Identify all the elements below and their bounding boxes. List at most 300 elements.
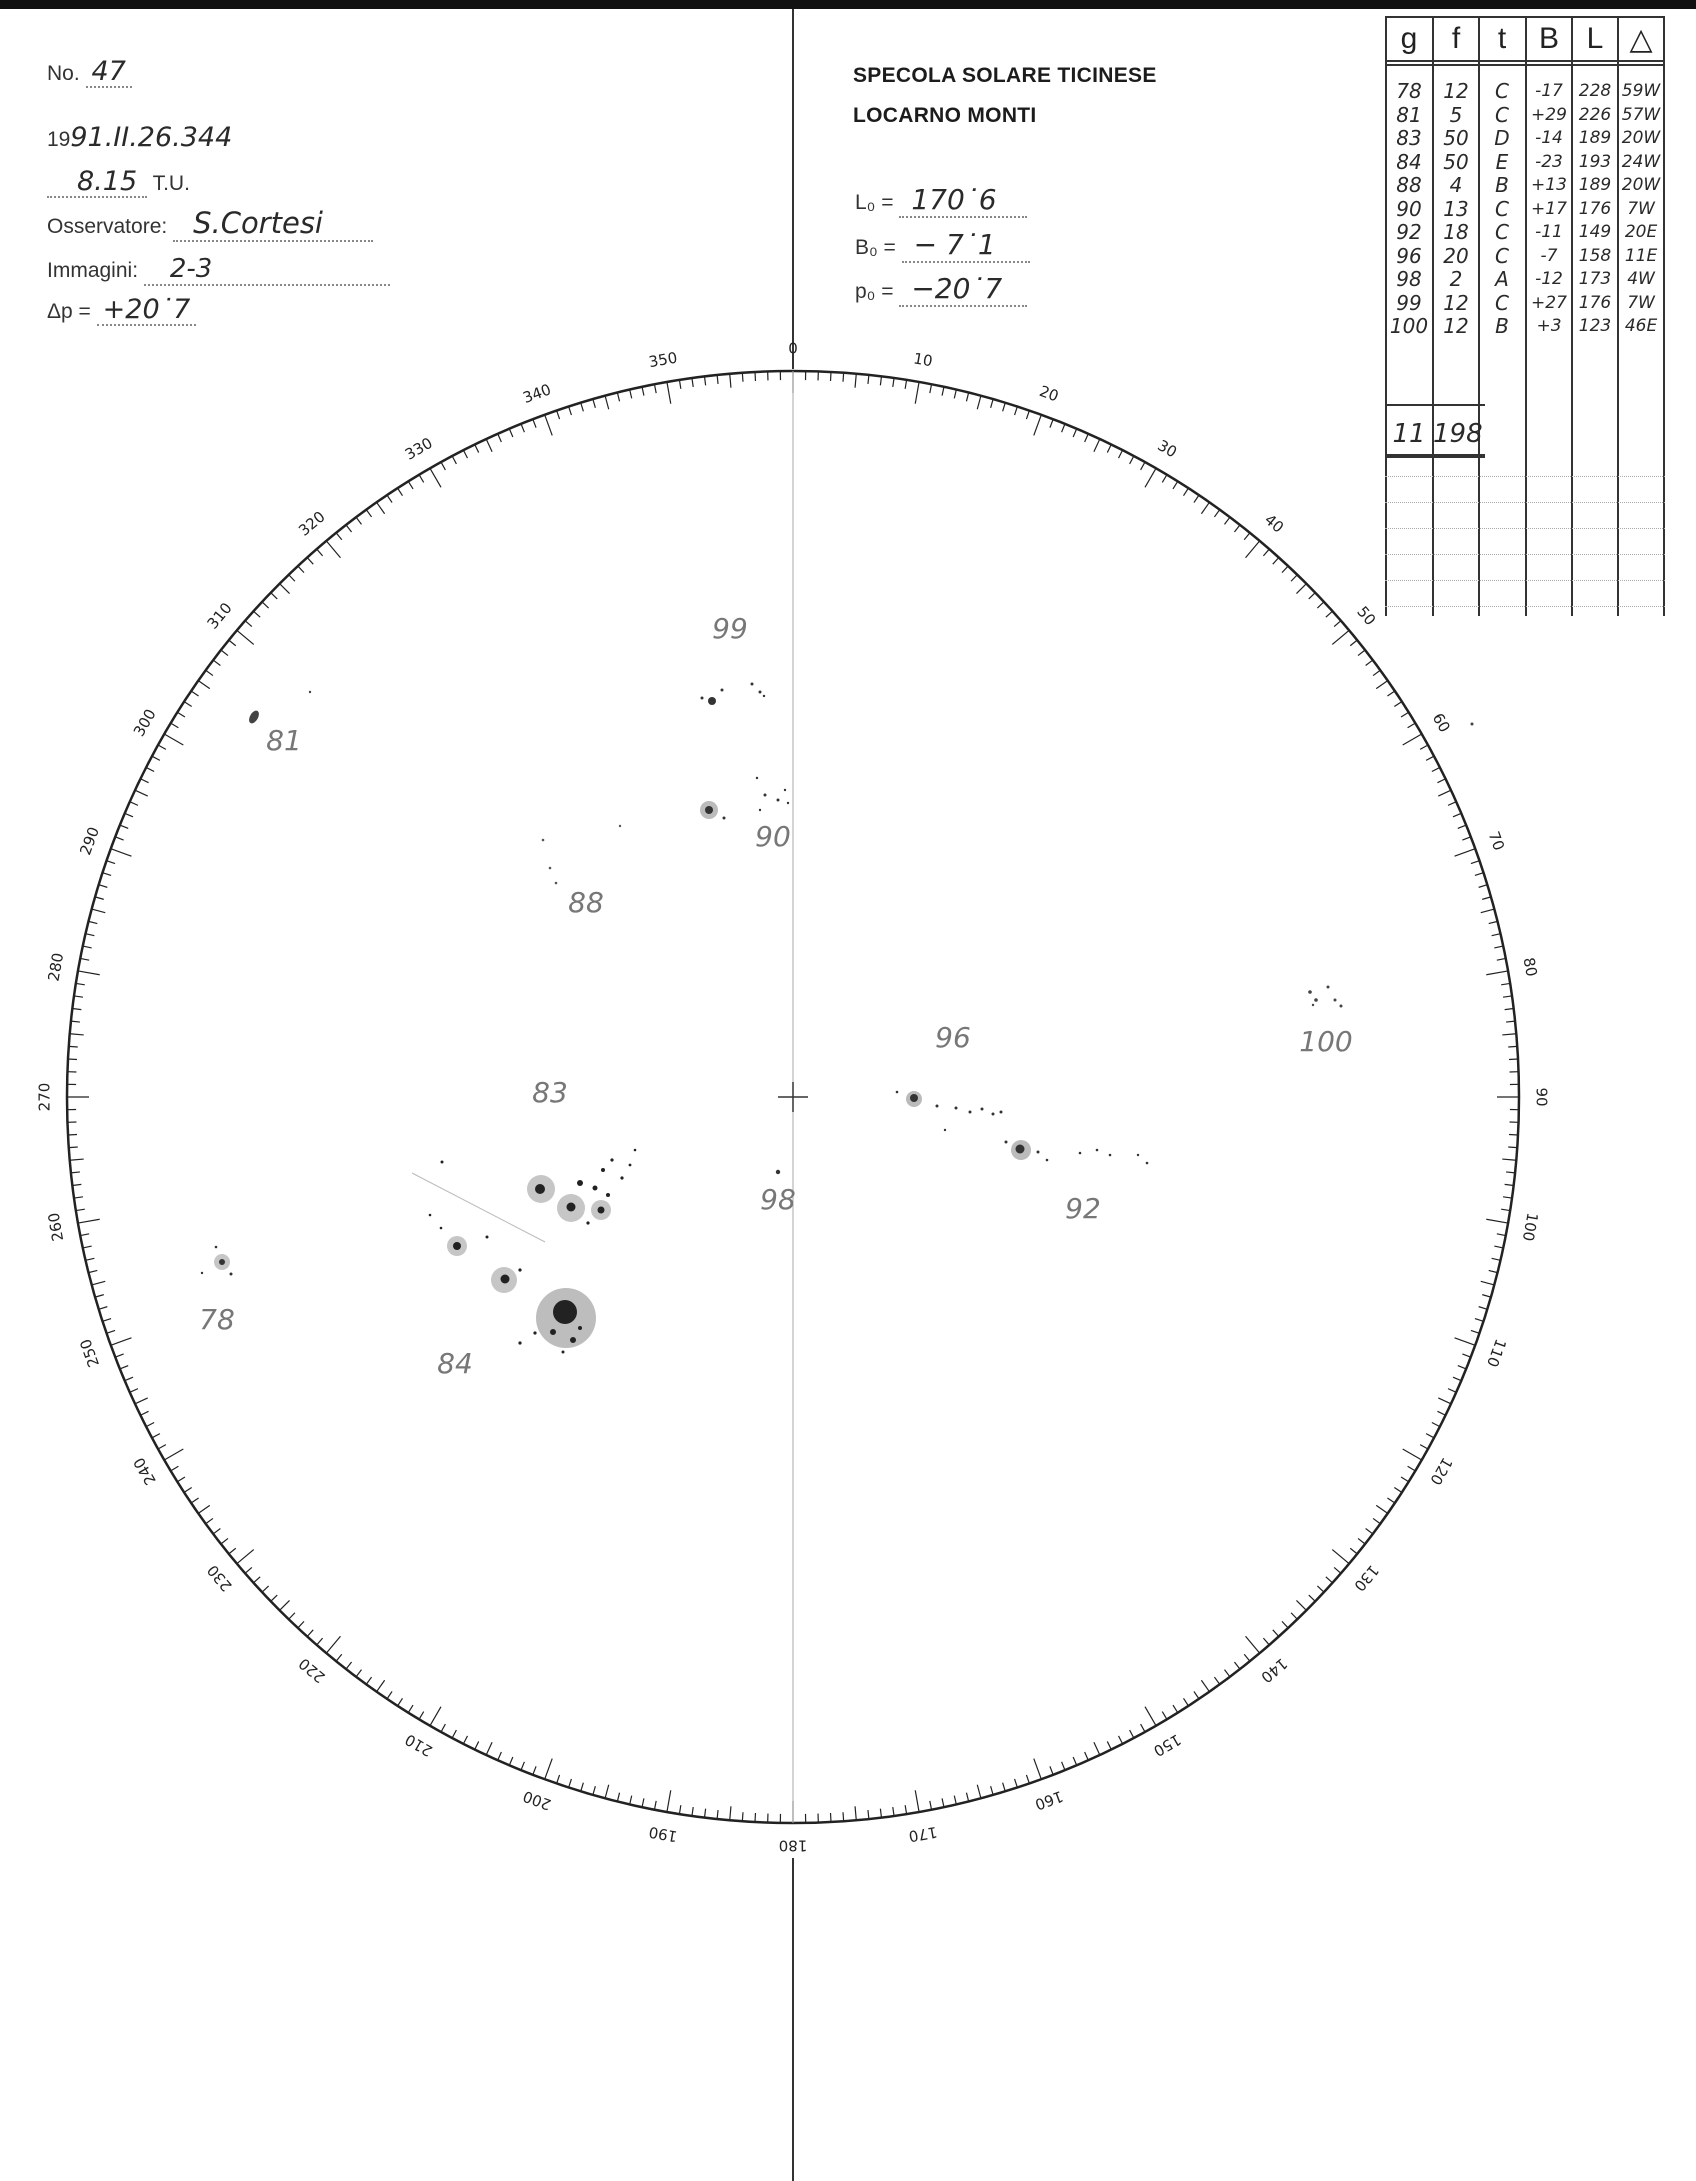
scale-tick — [441, 1724, 445, 1732]
number-label: No. — [47, 62, 80, 85]
scale-label: 280 — [44, 951, 68, 983]
table-cell: 12 — [1443, 291, 1469, 315]
scale-tick — [463, 450, 467, 458]
date-value: 91.II.26.344 — [70, 122, 233, 153]
total-spots: 198 — [1433, 419, 1483, 449]
scale-tick — [326, 1636, 340, 1653]
scale-tick — [71, 1021, 80, 1022]
scale-tick — [1334, 621, 1341, 627]
scale-label: 260 — [44, 1211, 68, 1243]
scale-tick — [1506, 1172, 1515, 1173]
scale-tick — [1094, 1742, 1100, 1755]
scale-tick — [654, 384, 656, 393]
group-label: 83 — [532, 1076, 568, 1109]
scale-tick — [486, 1742, 492, 1755]
table-cell: -11 — [1535, 222, 1563, 242]
scale-tick — [1508, 1147, 1517, 1148]
scale-tick — [742, 1812, 743, 1821]
scale-tick — [99, 1307, 108, 1310]
scale-tick — [115, 1354, 123, 1357]
observer-value: S.Cortesi — [173, 206, 373, 242]
spot — [776, 1170, 780, 1174]
scale-tick — [1486, 971, 1508, 975]
scale-label: 310 — [203, 599, 236, 633]
scale-tick — [1003, 403, 1006, 412]
scale-tick — [1358, 1538, 1365, 1544]
scale-tick — [705, 376, 706, 385]
spot — [518, 1341, 521, 1344]
scale-tick — [1073, 429, 1077, 437]
scale-tick — [1458, 825, 1466, 828]
scale-tick — [893, 378, 894, 387]
spot — [586, 1221, 589, 1224]
table-cell: A — [1495, 268, 1509, 291]
scale-tick — [1234, 525, 1240, 532]
table-cell: C — [1495, 197, 1509, 221]
spot — [533, 1331, 536, 1334]
scale-label: 190 — [647, 1822, 679, 1846]
scale-tick — [617, 393, 619, 402]
scale-tick — [1408, 723, 1416, 728]
scale-tick — [905, 1805, 906, 1814]
scale-tick — [1503, 1197, 1512, 1198]
scale-tick — [262, 602, 269, 608]
scale-tick — [452, 456, 456, 464]
scale-tick — [356, 517, 361, 524]
scale-tick — [317, 549, 323, 556]
scale-tick — [1107, 1741, 1111, 1749]
scale-label: 340 — [520, 380, 554, 407]
scale-tick — [146, 1423, 154, 1427]
scale-tick — [569, 407, 572, 416]
scale-tick — [475, 1741, 479, 1749]
table-cell: 99 — [1396, 291, 1422, 315]
table-row — [1385, 268, 1665, 291]
scale-tick — [463, 1736, 467, 1744]
spot — [705, 806, 713, 814]
scale-tick — [221, 1538, 228, 1544]
table-header: f — [1451, 22, 1461, 55]
scale-tick — [1073, 1757, 1077, 1765]
scale-tick — [92, 909, 106, 913]
table-cell: -23 — [1535, 151, 1563, 172]
scale-tick — [430, 468, 441, 487]
scale-tick — [1448, 1389, 1456, 1393]
scale-tick — [213, 660, 220, 665]
scale-tick — [253, 1577, 260, 1583]
spot — [230, 1273, 233, 1276]
scale-tick — [125, 813, 133, 817]
scale-tick — [1387, 691, 1394, 696]
scale-tick — [1119, 450, 1123, 458]
scale-tick — [1426, 756, 1434, 760]
scale-tick — [1263, 549, 1269, 556]
scale-label: 250 — [76, 1336, 103, 1370]
scale-tick — [1050, 419, 1053, 427]
scale-tick — [1394, 702, 1402, 707]
scale-tick — [69, 1147, 78, 1148]
table-row — [1385, 127, 1665, 150]
table-cell: 12 — [1443, 80, 1469, 103]
scale-tick — [377, 1680, 385, 1691]
table-row — [1385, 151, 1665, 174]
scale-tick — [1326, 611, 1333, 617]
table-cell: 78 — [1396, 80, 1422, 103]
spot — [910, 1094, 918, 1102]
scale-label: 70 — [1484, 828, 1509, 854]
scale-tick — [398, 488, 403, 496]
table-row — [1385, 315, 1665, 338]
table-header: g — [1400, 22, 1418, 55]
scale-label: 240 — [129, 1454, 160, 1489]
scale-tick — [408, 1705, 413, 1713]
scale-tick — [642, 1798, 644, 1807]
scale-tick — [262, 1586, 269, 1592]
scale-label: 160 — [1032, 1787, 1066, 1814]
scale-tick — [120, 1366, 128, 1369]
spot — [1096, 1149, 1099, 1152]
scale-tick — [1432, 767, 1440, 771]
empty-row-line — [1385, 502, 1665, 503]
table-cell: 96 — [1396, 244, 1422, 268]
spot — [777, 799, 780, 802]
table-cell: 11E — [1624, 245, 1658, 266]
scale-tick — [107, 861, 116, 864]
scale-tick — [1225, 517, 1230, 524]
scale-tick — [1034, 415, 1042, 436]
scale-tick — [1034, 1759, 1042, 1780]
scale-tick — [1003, 1783, 1006, 1792]
scale-tick — [245, 621, 252, 627]
scale-tick — [1387, 1498, 1394, 1503]
spot — [567, 1203, 576, 1212]
table-cell: +29 — [1531, 104, 1567, 125]
table-cell: 18 — [1443, 221, 1469, 244]
scale-tick — [581, 403, 584, 412]
scale-tick — [1273, 1630, 1279, 1637]
spot — [501, 1275, 510, 1284]
scale-tick — [1403, 1449, 1422, 1460]
spot — [944, 1129, 946, 1131]
scale-tick — [966, 393, 968, 402]
scale-tick — [1145, 1707, 1156, 1726]
scale-tick — [237, 1550, 254, 1564]
scale-tick — [630, 1796, 632, 1805]
scale-tick — [692, 1807, 693, 1816]
scale-tick — [120, 825, 128, 828]
scale-tick — [387, 1691, 392, 1698]
scale-tick — [76, 983, 85, 984]
scale-label: 10 — [912, 349, 934, 371]
scale-tick — [184, 702, 192, 707]
faint-line — [412, 1173, 545, 1242]
scale-tick — [605, 1785, 609, 1799]
sunspot-group-99 — [701, 683, 766, 706]
scale-tick — [1453, 1377, 1461, 1381]
scale-tick — [855, 1806, 856, 1820]
scale-tick — [221, 650, 228, 656]
sunspot-group-98 — [776, 1170, 780, 1174]
scale-tick — [930, 384, 932, 393]
table-cell: 7W — [1627, 198, 1655, 219]
scale-tick — [1350, 1548, 1357, 1554]
scale-label: 320 — [295, 507, 329, 540]
spot — [756, 777, 758, 779]
scale-label: 210 — [401, 1730, 436, 1761]
spot — [518, 1268, 521, 1271]
sunspot-group-90 — [700, 777, 789, 820]
scale-tick — [229, 640, 236, 646]
observatory-name: SPECOLA SOLARE TICINESE — [853, 64, 1157, 87]
spot — [787, 802, 789, 804]
scale-tick — [557, 411, 560, 420]
scale-tick — [1508, 1046, 1517, 1047]
scale-tick — [1437, 1411, 1445, 1415]
scale-tick — [1085, 1752, 1089, 1760]
scale-tick — [855, 374, 856, 388]
scale-tick — [1501, 1209, 1510, 1210]
scale-tick — [521, 424, 524, 432]
table-cell: 20W — [1621, 128, 1661, 148]
scale-tick — [545, 415, 553, 436]
delta-p-value: +20˙7 — [97, 296, 197, 326]
scale-tick — [111, 849, 132, 857]
spot — [936, 1105, 939, 1108]
spot — [549, 867, 552, 870]
table-cell: 4 — [1449, 174, 1463, 197]
scale-label: 230 — [203, 1561, 236, 1595]
scale-tick — [289, 575, 295, 581]
table-cell: +17 — [1531, 198, 1567, 219]
scale-tick — [1317, 1586, 1324, 1592]
scale-tick — [1130, 456, 1134, 464]
scale-tick — [89, 921, 98, 923]
scale-tick — [171, 1466, 179, 1471]
scale-tick — [475, 444, 479, 452]
scale-tick — [954, 390, 956, 399]
scale-label: 0 — [788, 339, 798, 358]
scale-tick — [1309, 1595, 1315, 1601]
scale-tick — [229, 1548, 236, 1554]
spot — [981, 1108, 984, 1111]
scale-tick — [1492, 1258, 1501, 1260]
spot — [453, 1242, 461, 1250]
scale-tick — [336, 533, 342, 540]
scale-tick — [1486, 1219, 1508, 1223]
delta-p-label: Δp = — [47, 300, 91, 323]
group-label: 84 — [437, 1347, 473, 1380]
table-row — [1385, 292, 1665, 315]
scale-tick — [177, 712, 185, 717]
spot — [629, 1164, 632, 1167]
scale-tick — [1184, 488, 1189, 496]
scale-tick — [1455, 849, 1476, 857]
sunspot-group-100 — [1308, 986, 1342, 1008]
scale-tick — [1506, 1021, 1515, 1022]
table-cell: C — [1495, 244, 1509, 268]
table-cell: E — [1495, 150, 1509, 174]
scale-tick — [140, 779, 148, 783]
scale-tick — [1225, 1670, 1230, 1677]
table-cell: 158 — [1578, 245, 1612, 266]
scale-tick — [164, 1449, 183, 1460]
scale-tick — [1244, 1654, 1250, 1661]
scale-tick — [1350, 640, 1357, 646]
table-cell: 176 — [1578, 292, 1612, 313]
table-cell: 20 — [1443, 244, 1469, 268]
scale-tick — [843, 1812, 844, 1821]
scale-tick — [1214, 510, 1219, 517]
scale-tick — [1085, 434, 1089, 442]
table-header: B — [1538, 22, 1559, 55]
scale-tick — [1282, 566, 1288, 573]
scale-tick — [486, 439, 492, 452]
scale-tick — [70, 1159, 84, 1160]
scale-tick — [80, 1234, 89, 1236]
group-label: 92 — [1065, 1192, 1101, 1225]
scale-tick — [593, 1786, 595, 1795]
sunspot-group-92 — [1005, 1140, 1149, 1164]
stray-dot — [1471, 723, 1474, 726]
scale-tick — [1141, 462, 1145, 470]
scale-tick — [107, 1330, 116, 1333]
scale-tick — [905, 380, 906, 389]
scale-tick — [1482, 897, 1491, 899]
time-unit: T.U. — [152, 172, 190, 195]
scale-tick — [1201, 1680, 1209, 1691]
scale-tick — [1403, 734, 1422, 745]
spot — [610, 1158, 613, 1161]
scale-tick — [198, 681, 209, 689]
table-cell: C — [1495, 291, 1509, 315]
scale-tick — [346, 1662, 352, 1669]
scale-tick — [103, 1319, 112, 1322]
scale-tick — [336, 1654, 342, 1661]
scale-tick — [366, 1677, 371, 1684]
b0-value: − 7˙1 — [902, 228, 1030, 263]
spot — [601, 1168, 605, 1172]
scale-tick — [356, 1670, 361, 1677]
scale-tick — [1194, 1691, 1199, 1698]
scale-tick — [742, 373, 743, 382]
scale-tick — [191, 691, 198, 696]
scale-tick — [1317, 602, 1324, 608]
scale-tick — [237, 630, 254, 644]
empty-row-line — [1385, 606, 1665, 607]
scale-tick — [1401, 712, 1409, 717]
scale-tick — [1420, 1445, 1428, 1449]
scale-tick — [1494, 946, 1503, 948]
scale-tick — [1234, 1662, 1240, 1669]
scale-label: 220 — [295, 1654, 329, 1687]
spot — [550, 1329, 556, 1335]
scale-tick — [1214, 1677, 1219, 1684]
scale-tick — [569, 1779, 572, 1788]
spot — [1146, 1162, 1149, 1165]
table-header: △ — [1629, 23, 1653, 56]
scale-label: 270 — [35, 1082, 54, 1112]
scale-tick — [991, 1786, 993, 1795]
scale-tick — [1062, 1762, 1065, 1770]
time-value: 8.15 — [47, 168, 147, 198]
spot — [620, 1176, 623, 1179]
table-cell: 5 — [1449, 103, 1463, 127]
scale-tick — [1062, 424, 1065, 432]
scale-tick — [1162, 1712, 1167, 1720]
scale-tick — [1394, 1488, 1402, 1493]
table-cell: +13 — [1531, 175, 1567, 195]
scale-tick — [1481, 909, 1495, 913]
scale-tick — [89, 1270, 98, 1272]
scale-label: 110 — [1483, 1336, 1510, 1370]
table-cell: 92 — [1396, 221, 1422, 244]
scale-tick — [843, 373, 844, 382]
scale-tick — [893, 1807, 894, 1816]
scale-tick — [1291, 1613, 1297, 1619]
scale-tick — [83, 946, 92, 948]
scale-tick — [213, 1529, 220, 1534]
scale-tick — [86, 934, 95, 936]
scale-tick — [152, 1434, 160, 1438]
scale-tick — [1489, 1270, 1498, 1272]
scale-tick — [1448, 802, 1456, 806]
empty-row-line — [1385, 554, 1665, 555]
table-cell: 24W — [1621, 151, 1661, 172]
scale-label: 90 — [1532, 1087, 1551, 1107]
scale-tick — [1438, 1398, 1451, 1404]
number-value: 47 — [86, 58, 132, 88]
scale-tick — [111, 1338, 132, 1346]
table-cell: 84 — [1396, 150, 1422, 174]
scale-tick — [298, 566, 304, 573]
spot — [577, 1180, 583, 1186]
scale-tick — [545, 1759, 553, 1780]
table-header-line — [1385, 60, 1665, 62]
scale-tick — [617, 1793, 619, 1802]
table-cell: 7W — [1627, 292, 1655, 313]
sunspot-group-83 — [441, 1149, 637, 1225]
scale-tick — [679, 380, 680, 389]
scale-tick — [419, 1712, 424, 1720]
spot — [969, 1111, 972, 1114]
table-header-line — [1385, 64, 1665, 66]
scale-tick — [1366, 1529, 1373, 1534]
empty-row-line — [1385, 476, 1665, 477]
table-row — [1385, 174, 1665, 197]
scale-label: 120 — [1426, 1454, 1457, 1489]
scale-tick — [146, 767, 154, 771]
scale-tick — [1334, 1567, 1341, 1573]
scale-tick — [158, 1445, 166, 1449]
scale-tick — [533, 1766, 536, 1774]
scale-tick — [1373, 670, 1380, 675]
table-cell: 176 — [1578, 198, 1612, 219]
table-cell: 189 — [1578, 128, 1612, 148]
scale-tick — [915, 382, 919, 404]
scale-tick — [206, 1518, 213, 1523]
scale-tick — [130, 1389, 138, 1393]
scale-tick — [1437, 779, 1445, 783]
spot — [440, 1227, 443, 1230]
scale-tick — [253, 611, 260, 617]
scale-tick — [83, 1246, 92, 1248]
table-cell: D — [1494, 127, 1510, 150]
scale-label: 330 — [401, 433, 436, 464]
scale-tick — [95, 897, 104, 899]
table-cell: -17 — [1535, 81, 1563, 101]
total-underline — [1385, 454, 1485, 458]
observer-label: Osservatore: — [47, 215, 168, 238]
